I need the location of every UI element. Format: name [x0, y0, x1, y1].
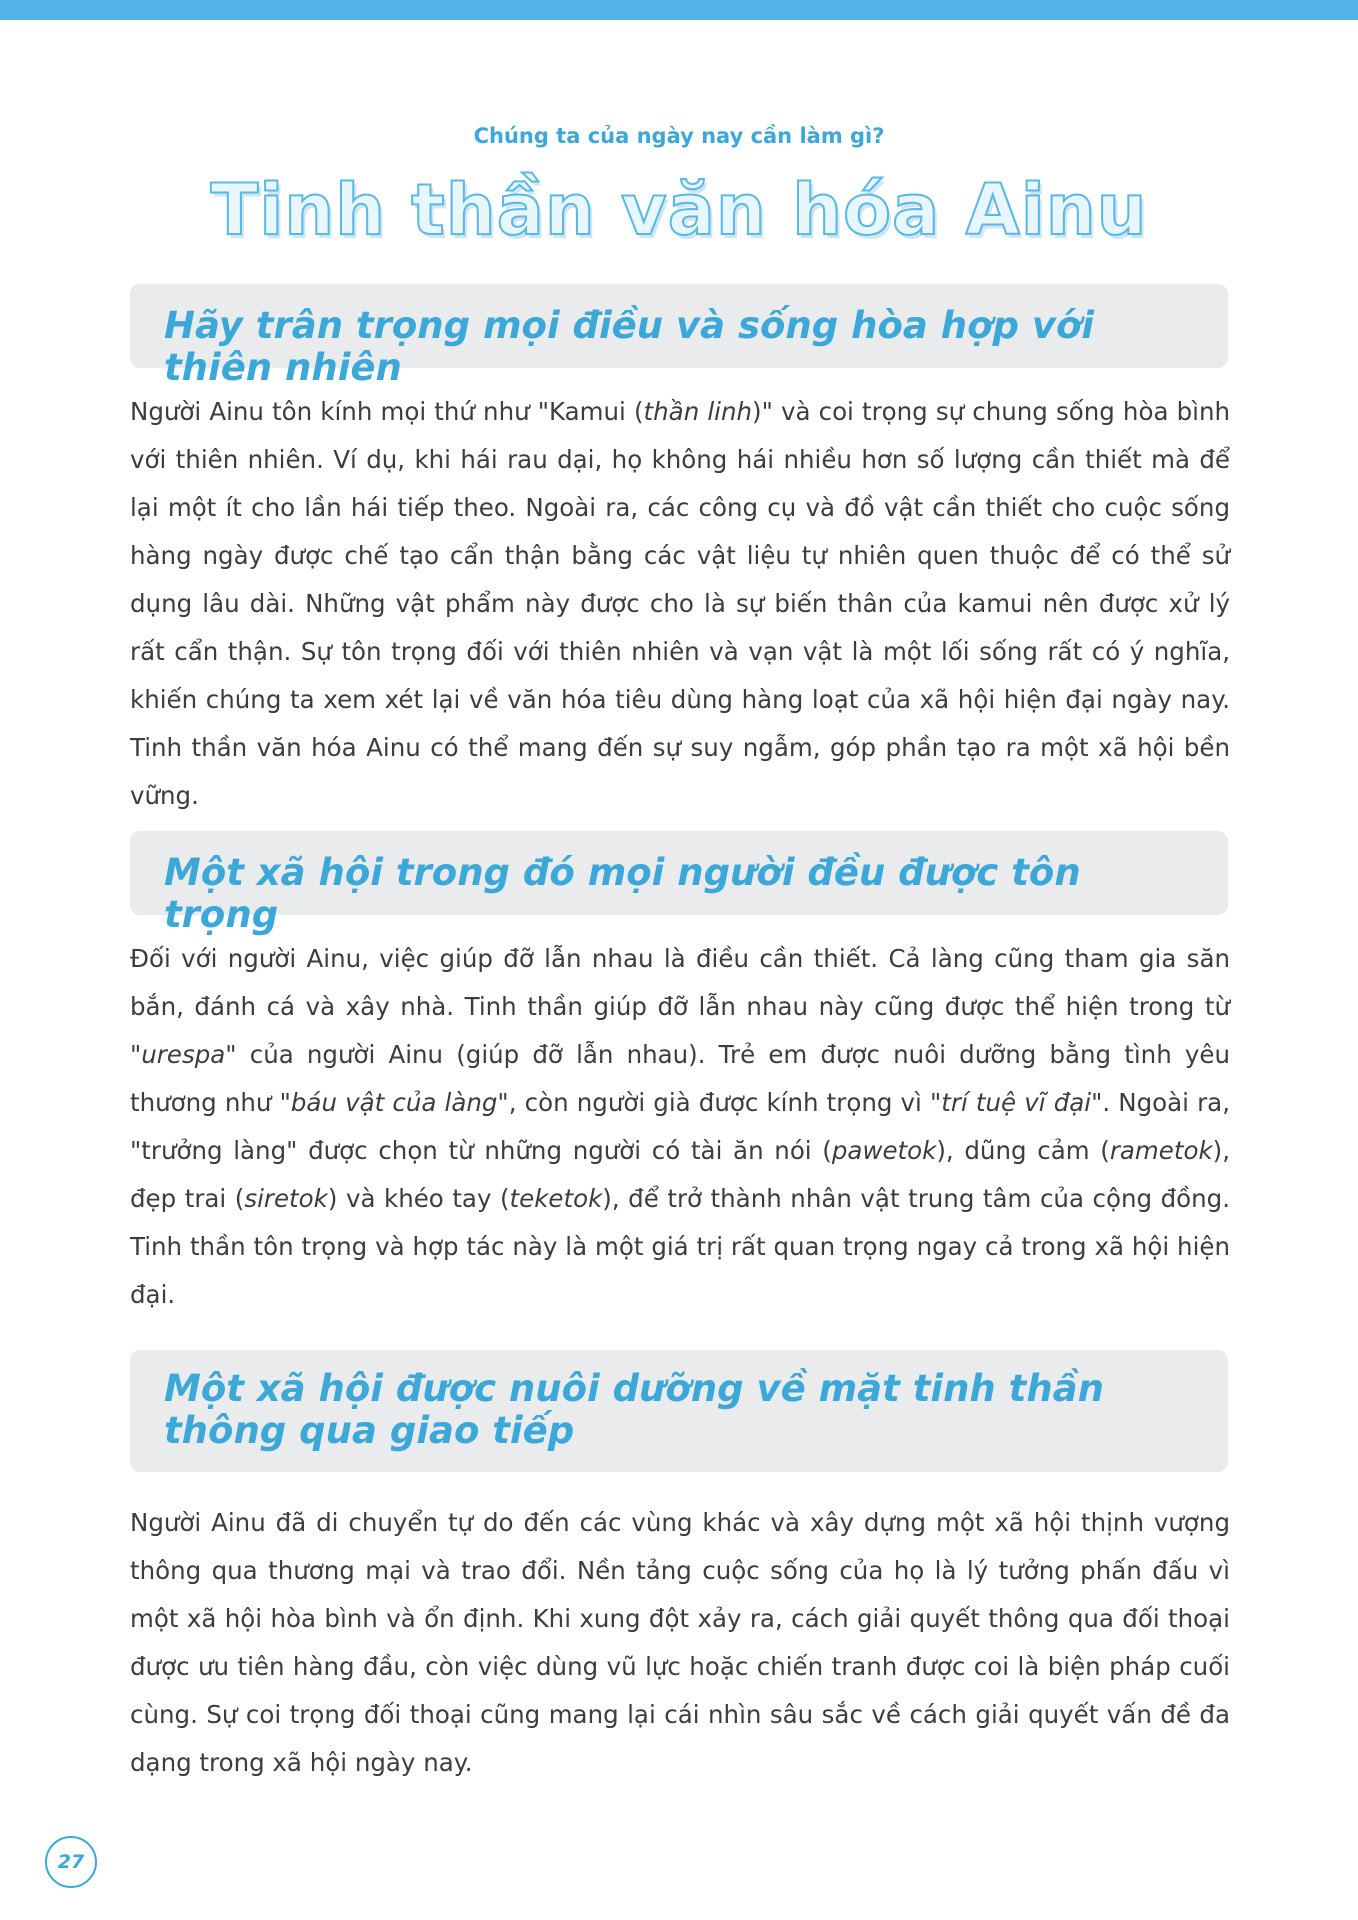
paragraph-run-italic: pawetok [831, 1136, 937, 1165]
section-paragraph-1 [130, 388, 1230, 820]
paragraph-run-italic: rametok [1109, 1136, 1213, 1165]
section-paragraph-2 [130, 935, 1230, 1319]
section-heading-1: Hãy trân trọng mọi điều và sống hòa hợp với thiên nhiên [164, 304, 1095, 389]
section-heading-3-line-2: thông qua giao tiếp [164, 1409, 575, 1452]
section-heading-box-3 [130, 1350, 1228, 1472]
paragraph-run: Người Ainu đã di chuyển tự do đến các vùng khác và xây dựng một xã hội thịnh vượng thông qua thương mại và trao đổi. Nền tảng cuộc sống của họ là lý tưởng phấn đấu vì một xã hội hòa bình và ổn định. Khi xung đột xảy ra, cách giải quyết thông qua đối thoại được ưu tiên hàng đầu, còn việc dùng vũ lực hoặc chiến tranh được coi là biện pháp cuối cùng. Sự coi trọng đối thoại cũng mang lại cái nhìn sâu sắc về cách giải quyết vấn đề đa dạng trong xã hội ngày nay. [130, 1508, 1230, 1777]
paragraph-run-italic: siretok [244, 1184, 328, 1213]
section-heading-box-1 [130, 284, 1228, 389]
paragraph-run-italic: urespa [141, 1040, 226, 1069]
page-kicker: Chúng ta của ngày nay cần làm gì? [473, 124, 885, 148]
paragraph-run-italic: teketok [509, 1184, 603, 1213]
paragraph-run: ", còn người già được kính trọng vì " [497, 1088, 942, 1117]
paragraph-run: ), đẹp trai ( [130, 1136, 1230, 1213]
page-number-badge: 27 [45, 1836, 97, 1888]
paragraph-run: ". Ngoài ra, "trưởng làng" được chọn từ những người có tài ăn nói ( [130, 1088, 1230, 1165]
paragraph-run: ), dũng cảm ( [936, 1136, 1110, 1165]
section-heading-3-line-1: Một xã hội được nuôi dưỡng về mặt tinh thần [164, 1367, 1104, 1410]
section-paragraph-3 [130, 1499, 1230, 1787]
paragraph-run-italic: báu vật của làng [290, 1088, 498, 1117]
section-heading-2: Một xã hội trong đó mọi người đều được tôn trọng [164, 851, 1081, 936]
paragraph-run: Đối với người Ainu, việc giúp đỡ lẫn nhau là điều cần thiết. Cả làng cũng tham gia săn bắn, đánh cá và xây nhà. Tinh thần giúp đỡ lẫn nhau này cũng được thể hiện trong từ " [130, 944, 1230, 1069]
paragraph-run-italic: trí tuệ vĩ đại [941, 1088, 1092, 1117]
paragraph-run: " của người Ainu (giúp đỡ lẫn nhau). Trẻ em được nuôi dưỡng bằng tình yêu thương như " [130, 1040, 1230, 1117]
paragraph-run-italic: thần linh [643, 397, 753, 426]
paragraph-run: )" và coi trọng sự chung sống hòa bình với thiên nhiên. Ví dụ, khi hái rau dại, họ không hái nhiều hơn số lượng cần thiết mà để lại một ít cho lần hái tiếp theo. Ngoài ra, các công cụ và đồ vật cần thiết cho cuộc sống hàng ngày được chế tạo cẩn thận bằng các vật liệu tự nhiên quen thuộc để có thể sử dụng lâu dài. Những vật phẩm này được cho là sự biến thân của kamui nên được xử lý rất cẩn thận. Sự tôn trọng đối với thiên nhiên và vạn vật là một lối sống rất có ý nghĩa, khiến chúng ta xem xét lại về văn hóa tiêu dùng hàng loạt của xã hội hiện đại ngày nay. Tinh thần văn hóa Ainu có thể mang đến sự suy ngẫm, góp phần tạo ra một xã hội bền vững. [130, 397, 1230, 810]
section-heading-box-2 [130, 831, 1228, 936]
top-accent-bar [0, 0, 1358, 20]
page-title: Tinh thần văn hóa Ainu [210, 169, 1148, 251]
paragraph-run: ), để trở thành nhân vật trung tâm của cộng đồng. Tinh thần tôn trọng và hợp tác này là một giá trị rất quan trọng ngay cả trong xã hội hiện đại. [130, 1184, 1230, 1309]
paragraph-run: ) và khéo tay ( [327, 1184, 510, 1213]
paragraph-run: Người Ainu tôn kính mọi thứ như "Kamui ( [130, 397, 644, 426]
